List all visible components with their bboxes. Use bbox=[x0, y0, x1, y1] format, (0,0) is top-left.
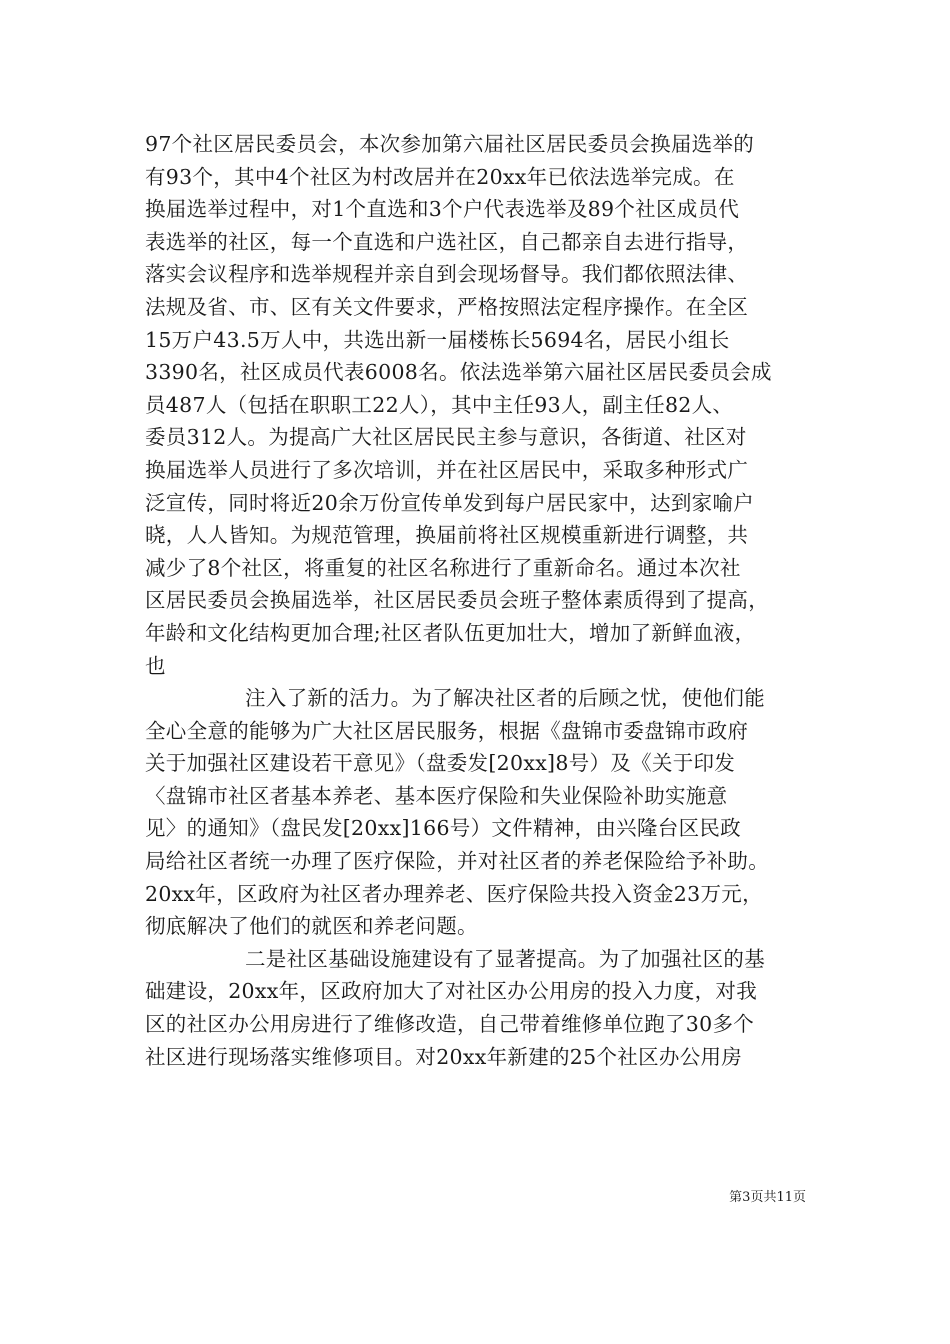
page-number: 第3页共11页 bbox=[729, 1190, 806, 1205]
text-line: 社区进行现场落实维修项目。对20xx年新建的25个社区办公用房 bbox=[145, 1044, 743, 1069]
text-line: 表选举的社区，每一个直选和户选社区，自己都亲自去进行指导， bbox=[145, 229, 749, 254]
text-line: 泛宣传，同时将近20余万份宣传单发到每户居民家中，达到家喻户 bbox=[145, 490, 755, 515]
text-line: 法规及省、市、区有关文件要求，严格按照法定程序操作。在全区 bbox=[145, 294, 749, 319]
text-line: 有93个，其中4个社区为村改居并在20xx年已依法选举完成。在 bbox=[145, 164, 735, 189]
text-line: 区居民委员会换届选举，社区居民委员会班子整体素质得到了提高， bbox=[145, 588, 769, 613]
text-line: 彻底解决了他们的就医和养老问题。 bbox=[145, 914, 478, 939]
text-line: 20xx年，区政府为社区者办理养老、医疗保险共投入资金23万元， bbox=[145, 881, 763, 906]
text-line: 也 bbox=[145, 653, 166, 678]
text-line: 础建设，20xx年，区政府加大了对社区办公用房的投入力度，对我 bbox=[145, 979, 758, 1004]
text-line: 换届选举过程中，对1个直选和3个户代表选举及89个社区成员代 bbox=[145, 197, 740, 222]
text-line: 换届选举人员进行了多次培训，并在社区居民中，采取多种形式广 bbox=[145, 457, 749, 482]
text-line: 委员312人。为提高广大社区居民民主参与意识，各街道、社区对 bbox=[145, 425, 747, 450]
text-line: 97个社区居民委员会，本次参加第六届社区居民委员会换届选举的 bbox=[145, 132, 755, 156]
text-line: 减少了8个社区，将重复的社区名称进行了重新命名。通过本次社 bbox=[145, 555, 741, 580]
text-line: 〈盘锦市社区者基本养老、基本医疗保险和失业保险补助实施意 bbox=[145, 783, 728, 808]
text-line: 区的社区办公用房进行了维修改造，自己带着维修单位跑了30多个 bbox=[145, 1012, 755, 1037]
text-line: 局给社区者统一办理了医疗保险，并对社区者的养老保险给予补助。 bbox=[145, 849, 769, 874]
body-text bbox=[145, 128, 810, 1073]
text-line: 员487人（包括在职职工22人），其中主任93人，副主任82人、 bbox=[145, 392, 734, 417]
text-line: 见〉的通知》（盘民发[20xx]166号）文件精神，由兴隆台区民政 bbox=[145, 816, 741, 841]
text-line: 15万户43.5万人中，共选出新一届楼栋长5694名，居民小组长 bbox=[145, 327, 730, 352]
text-line: 年龄和文化结构更加合理;社区者队伍更加壮大，增加了新鲜血液， bbox=[145, 620, 756, 645]
text-line: 全心全意的能够为广大社区居民服务，根据《盘锦市委盘锦市政府 bbox=[145, 718, 749, 743]
text-line: 晓，人人皆知。为规范管理，换届前将社区规模重新进行调整，共 bbox=[145, 523, 749, 548]
text-line: 注入了新的活力。为了解决社区者的后顾之忧，使他们能 bbox=[245, 686, 765, 711]
text-line: 落实会议程序和选举规程并亲自到会现场督导。我们都依照法律、 bbox=[145, 262, 749, 287]
text-line: 二是社区基础设施建设有了显著提高。为了加强社区的基 bbox=[245, 946, 765, 971]
text-line: 关于加强社区建设若干意见》（盘委发[20xx]8号）及《关于印发 bbox=[145, 751, 736, 776]
text-line: 3390名，社区成员代表6008名。依法选举第六届社区居民委员会成 bbox=[145, 360, 772, 385]
